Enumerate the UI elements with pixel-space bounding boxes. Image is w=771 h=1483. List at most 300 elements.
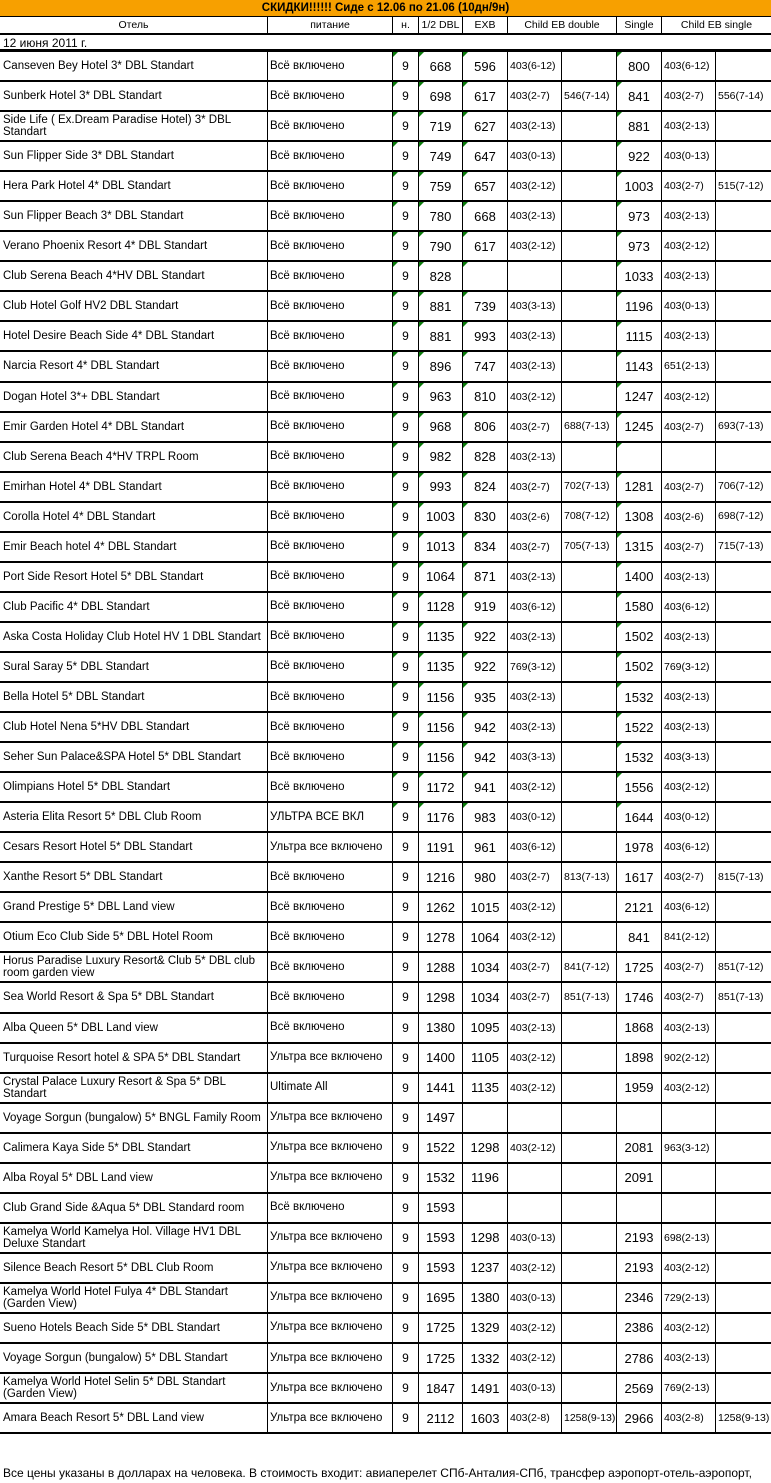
hotel-cell[interactable]: Port Side Resort Hotel 5* DBL Standart <box>0 563 268 591</box>
half-dbl-cell[interactable]: 790 <box>419 232 463 260</box>
child-single-1-cell[interactable]: 403(2-7) <box>662 533 716 561</box>
single-cell[interactable]: 1033 <box>617 262 662 290</box>
meal-cell[interactable]: Всё включено <box>268 773 393 801</box>
meal-cell[interactable]: Всё включено <box>268 863 393 891</box>
meal-cell[interactable]: Всё включено <box>268 593 393 621</box>
single-cell[interactable]: 1522 <box>617 713 662 741</box>
hotel-cell[interactable]: Voyage Sorgun (bungalow) 5* BNGL Family Room <box>0 1104 268 1132</box>
half-dbl-cell[interactable]: 1695 <box>419 1284 463 1312</box>
child-double-1-cell[interactable]: 403(6-12) <box>508 833 562 861</box>
single-cell[interactable]: 973 <box>617 232 662 260</box>
child-double-2-cell[interactable] <box>562 923 617 951</box>
hotel-cell[interactable]: Cesars Resort Hotel 5* DBL Standart <box>0 833 268 861</box>
child-double-1-cell[interactable]: 403(2-13) <box>508 112 562 140</box>
child-single-2-cell[interactable] <box>716 292 771 320</box>
hotel-cell[interactable]: Alba Royal 5* DBL Land view <box>0 1164 268 1192</box>
meal-cell[interactable]: Всё включено <box>268 262 393 290</box>
meal-cell[interactable]: Ультра все включено <box>268 1344 393 1372</box>
exb-cell[interactable]: 1034 <box>463 983 508 1011</box>
nights-cell[interactable]: 9 <box>393 1254 419 1282</box>
single-cell[interactable]: 2786 <box>617 1344 662 1372</box>
child-double-2-cell[interactable] <box>562 563 617 591</box>
child-single-2-cell[interactable] <box>716 893 771 921</box>
nights-cell[interactable]: 9 <box>393 352 419 380</box>
single-cell[interactable]: 1959 <box>617 1074 662 1102</box>
exb-cell[interactable]: 824 <box>463 473 508 501</box>
nights-cell[interactable]: 9 <box>393 563 419 591</box>
exb-cell[interactable]: 1491 <box>463 1374 508 1402</box>
exb-cell[interactable]: 828 <box>463 443 508 471</box>
single-cell[interactable]: 1556 <box>617 773 662 801</box>
child-double-2-cell[interactable] <box>562 292 617 320</box>
child-double-2-cell[interactable] <box>562 1014 617 1042</box>
child-double-1-cell[interactable]: 403(2-12) <box>508 1344 562 1372</box>
single-cell[interactable]: 2091 <box>617 1164 662 1192</box>
child-double-1-cell[interactable]: 403(2-13) <box>508 352 562 380</box>
meal-cell[interactable]: Ультра все включено <box>268 1314 393 1342</box>
exb-cell[interactable]: 942 <box>463 743 508 771</box>
exb-cell[interactable]: 747 <box>463 352 508 380</box>
child-single-2-cell[interactable] <box>716 232 771 260</box>
nights-cell[interactable]: 9 <box>393 893 419 921</box>
child-double-1-cell[interactable]: 403(6-12) <box>508 52 562 80</box>
child-single-1-cell[interactable]: 403(2-13) <box>662 262 716 290</box>
meal-cell[interactable]: Ультра все включено <box>268 1044 393 1072</box>
half-dbl-cell[interactable]: 1064 <box>419 563 463 591</box>
exb-cell[interactable]: 942 <box>463 713 508 741</box>
nights-cell[interactable]: 9 <box>393 953 419 981</box>
child-double-2-cell[interactable] <box>562 1374 617 1402</box>
half-dbl-cell[interactable]: 968 <box>419 413 463 441</box>
child-single-2-cell[interactable] <box>716 773 771 801</box>
meal-cell[interactable]: Всё включено <box>268 202 393 230</box>
meal-cell[interactable]: Ультра все включено <box>268 1374 393 1402</box>
child-double-1-cell[interactable]: 403(2-12) <box>508 1134 562 1162</box>
child-double-1-cell[interactable]: 403(2-12) <box>508 1314 562 1342</box>
meal-cell[interactable]: Всё включено <box>268 322 393 350</box>
hotel-cell[interactable]: Dogan Hotel 3*+ DBL Standart <box>0 383 268 411</box>
child-single-1-cell[interactable]: 403(2-13) <box>662 322 716 350</box>
exb-cell[interactable]: 922 <box>463 653 508 681</box>
half-dbl-cell[interactable]: 896 <box>419 352 463 380</box>
single-cell[interactable]: 1245 <box>617 413 662 441</box>
child-single-2-cell[interactable] <box>716 1134 771 1162</box>
half-dbl-cell[interactable]: 668 <box>419 52 463 80</box>
exb-cell[interactable]: 983 <box>463 803 508 831</box>
hotel-cell[interactable]: Otium Eco Club Side 5* DBL Hotel Room <box>0 923 268 951</box>
child-single-1-cell[interactable]: 403(2-8) <box>662 1404 716 1432</box>
hotel-cell[interactable]: Sunberk Hotel 3* DBL Standart <box>0 82 268 110</box>
meal-cell[interactable]: Ультра все включено <box>268 1224 393 1252</box>
half-dbl-cell[interactable]: 828 <box>419 262 463 290</box>
meal-cell[interactable]: Ультра все включено <box>268 1254 393 1282</box>
child-single-2-cell[interactable] <box>716 322 771 350</box>
half-dbl-cell[interactable]: 1003 <box>419 503 463 531</box>
meal-cell[interactable]: Всё включено <box>268 112 393 140</box>
child-single-2-cell[interactable]: 706(7-12) <box>718 480 764 493</box>
child-double-1-cell[interactable]: 403(6-12) <box>508 593 562 621</box>
nights-cell[interactable]: 9 <box>393 533 419 561</box>
child-double-2-cell[interactable] <box>562 383 617 411</box>
half-dbl-cell[interactable]: 1013 <box>419 533 463 561</box>
child-single-2-cell[interactable] <box>716 1344 771 1372</box>
exb-cell[interactable]: 1095 <box>463 1014 508 1042</box>
child-double-2-cell[interactable] <box>562 322 617 350</box>
child-double-2-cell[interactable] <box>562 773 617 801</box>
child-double-2-cell[interactable] <box>562 1164 617 1192</box>
child-double-1-cell[interactable]: 403(2-7) <box>508 983 562 1011</box>
half-dbl-cell[interactable]: 1191 <box>419 833 463 861</box>
nights-cell[interactable]: 9 <box>393 172 419 200</box>
child-single-1-cell[interactable]: 403(2-12) <box>662 1254 716 1282</box>
child-single-1-cell[interactable]: 651(2-13) <box>662 352 716 380</box>
child-single-1-cell[interactable]: 403(2-7) <box>662 983 716 1011</box>
half-dbl-cell[interactable]: 881 <box>419 292 463 320</box>
child-single-1-cell[interactable]: 403(2-13) <box>662 623 716 651</box>
child-double-1-cell[interactable]: 403(2-13) <box>508 713 562 741</box>
half-dbl-cell[interactable]: 1380 <box>419 1014 463 1042</box>
meal-cell[interactable]: Всё включено <box>268 172 393 200</box>
half-dbl-cell[interactable]: 1522 <box>419 1134 463 1162</box>
half-dbl-cell[interactable]: 2112 <box>419 1404 463 1432</box>
nights-cell[interactable]: 9 <box>393 383 419 411</box>
child-single-1-cell[interactable] <box>662 1104 716 1132</box>
exb-cell[interactable]: 1105 <box>463 1044 508 1072</box>
single-cell[interactable]: 1868 <box>617 1014 662 1042</box>
hotel-cell[interactable]: Sun Flipper Side 3* DBL Standart <box>0 142 268 170</box>
child-double-2-cell[interactable] <box>562 1254 617 1282</box>
half-dbl-cell[interactable]: 1441 <box>419 1074 463 1102</box>
child-double-2-cell[interactable]: 688(7-13) <box>562 413 617 441</box>
child-single-1-cell[interactable] <box>662 1164 716 1192</box>
hotel-cell[interactable]: Club Serena Beach 4*HV TRPL Room <box>0 443 268 471</box>
exb-cell[interactable]: 647 <box>463 142 508 170</box>
nights-cell[interactable]: 9 <box>393 262 419 290</box>
single-cell[interactable]: 2346 <box>617 1284 662 1312</box>
single-cell[interactable]: 1315 <box>617 533 662 561</box>
nights-cell[interactable]: 9 <box>393 1374 419 1402</box>
single-cell[interactable]: 841 <box>617 923 662 951</box>
single-cell[interactable]: 1247 <box>617 383 662 411</box>
child-single-2-cell[interactable] <box>716 803 771 831</box>
exb-cell[interactable]: 739 <box>463 292 508 320</box>
exb-cell[interactable]: 1380 <box>463 1284 508 1312</box>
half-dbl-cell[interactable]: 1176 <box>419 803 463 831</box>
hotel-cell[interactable]: Kamelya World Hotel Selin 5* DBL Standart (Garden View) <box>0 1374 268 1402</box>
hotel-cell[interactable]: Seher Sun Palace&SPA Hotel 5* DBL Standart <box>0 743 268 771</box>
meal-cell[interactable]: УЛЬТРА ВСЕ ВКЛ <box>268 803 393 831</box>
child-single-1-cell[interactable] <box>662 443 716 471</box>
child-double-1-cell[interactable]: 403(2-7) <box>508 863 562 891</box>
child-double-1-cell[interactable]: 403(2-13) <box>508 443 562 471</box>
child-double-1-cell[interactable]: 403(2-13) <box>508 202 562 230</box>
half-dbl-cell[interactable]: 1288 <box>419 953 463 981</box>
hotel-cell[interactable]: Voyage Sorgun (bungalow) 5* DBL Standart <box>0 1344 268 1372</box>
hotel-cell[interactable]: Hotel Desire Beach Side 4* DBL Standart <box>0 322 268 350</box>
single-cell[interactable]: 1580 <box>617 593 662 621</box>
nights-cell[interactable]: 9 <box>393 52 419 80</box>
hotel-cell[interactable]: Kamelya World Hotel Fulya 4* DBL Standart (Garden View) <box>0 1284 268 1312</box>
meal-cell[interactable]: Ultimate All <box>268 1074 393 1102</box>
child-double-2-cell[interactable] <box>562 142 617 170</box>
child-single-2-cell[interactable]: 698(7-12) <box>718 510 764 523</box>
nights-cell[interactable]: 9 <box>393 863 419 891</box>
single-cell[interactable]: 1898 <box>617 1044 662 1072</box>
half-dbl-cell[interactable]: 1278 <box>419 923 463 951</box>
nights-cell[interactable]: 9 <box>393 1194 419 1222</box>
meal-cell[interactable]: Ультра все включено <box>268 1284 393 1312</box>
meal-cell[interactable]: Всё включено <box>268 142 393 170</box>
nights-cell[interactable]: 9 <box>393 322 419 350</box>
hotel-cell[interactable]: Narcia Resort 4* DBL Standart <box>0 352 268 380</box>
hotel-cell[interactable]: Aska Costa Holiday Club Hotel HV 1 DBL Standart <box>0 623 268 651</box>
child-double-2-cell[interactable]: 702(7-13) <box>562 473 617 501</box>
hotel-cell[interactable]: Turquoise Resort hotel & SPA 5* DBL Standart <box>0 1044 268 1072</box>
hotel-cell[interactable]: Crystal Palace Luxury Resort & Spa 5* DBL Standart <box>0 1074 268 1102</box>
child-double-1-cell[interactable]: 403(3-13) <box>508 292 562 320</box>
child-double-2-cell[interactable] <box>562 1284 617 1312</box>
child-single-1-cell[interactable]: 403(0-12) <box>662 803 716 831</box>
nights-cell[interactable]: 9 <box>393 743 419 771</box>
child-single-2-cell[interactable] <box>716 383 771 411</box>
child-double-1-cell[interactable]: 403(2-6) <box>508 503 562 531</box>
exb-cell[interactable]: 1034 <box>463 953 508 981</box>
child-single-1-cell[interactable]: 403(2-13) <box>662 1014 716 1042</box>
child-single-2-cell[interactable] <box>716 1374 771 1402</box>
child-double-2-cell[interactable] <box>562 1104 617 1132</box>
half-dbl-cell[interactable]: 1847 <box>419 1374 463 1402</box>
child-double-1-cell[interactable] <box>508 1194 562 1222</box>
nights-cell[interactable]: 9 <box>393 503 419 531</box>
meal-cell[interactable]: Всё включено <box>268 893 393 921</box>
single-cell[interactable]: 1143 <box>617 352 662 380</box>
child-single-2-cell[interactable]: 851(7-13) <box>718 990 764 1003</box>
exb-cell[interactable]: 834 <box>463 533 508 561</box>
child-double-2-cell[interactable]: 813(7-13) <box>562 863 617 891</box>
child-single-1-cell[interactable]: 403(2-13) <box>662 683 716 711</box>
child-double-1-cell[interactable]: 403(0-13) <box>508 1284 562 1312</box>
child-double-2-cell[interactable]: 1258(9-13) <box>562 1404 617 1432</box>
child-double-1-cell[interactable]: 769(3-12) <box>508 653 562 681</box>
child-single-1-cell[interactable]: 841(2-12) <box>662 923 716 951</box>
meal-cell[interactable]: Ультра все включено <box>268 1164 393 1192</box>
child-double-1-cell[interactable]: 403(2-8) <box>508 1404 562 1432</box>
child-double-2-cell[interactable]: 705(7-13) <box>562 533 617 561</box>
child-double-1-cell[interactable] <box>508 262 562 290</box>
nights-cell[interactable]: 9 <box>393 443 419 471</box>
child-single-2-cell[interactable] <box>716 1014 771 1042</box>
exb-cell[interactable]: 935 <box>463 683 508 711</box>
child-double-2-cell[interactable]: 841(7-12) <box>562 953 617 981</box>
child-double-2-cell[interactable] <box>562 262 617 290</box>
child-double-1-cell[interactable]: 403(2-13) <box>508 623 562 651</box>
child-single-1-cell[interactable]: 769(3-12) <box>662 653 716 681</box>
child-single-1-cell[interactable]: 769(2-13) <box>662 1374 716 1402</box>
nights-cell[interactable]: 9 <box>393 683 419 711</box>
child-single-1-cell[interactable]: 403(2-13) <box>662 112 716 140</box>
nights-cell[interactable]: 9 <box>393 803 419 831</box>
child-single-2-cell[interactable] <box>716 352 771 380</box>
nights-cell[interactable]: 9 <box>393 1314 419 1342</box>
hotel-cell[interactable]: Silence Beach Resort 5* DBL Club Room <box>0 1254 268 1282</box>
hotel-cell[interactable]: Amara Beach Resort 5* DBL Land view <box>0 1404 268 1432</box>
nights-cell[interactable]: 9 <box>393 1224 419 1252</box>
nights-cell[interactable]: 9 <box>393 1044 419 1072</box>
child-double-2-cell[interactable] <box>562 172 617 200</box>
exb-cell[interactable]: 627 <box>463 112 508 140</box>
hotel-cell[interactable]: Emir Garden Hotel 4* DBL Standart <box>0 413 268 441</box>
child-double-1-cell[interactable]: 403(2-7) <box>508 473 562 501</box>
meal-cell[interactable]: Всё включено <box>268 383 393 411</box>
exb-cell[interactable]: 1196 <box>463 1164 508 1192</box>
half-dbl-cell[interactable]: 1400 <box>419 1044 463 1072</box>
nights-cell[interactable]: 9 <box>393 112 419 140</box>
half-dbl-cell[interactable]: 1128 <box>419 593 463 621</box>
nights-cell[interactable]: 9 <box>393 713 419 741</box>
child-single-1-cell[interactable]: 403(2-13) <box>662 713 716 741</box>
meal-cell[interactable]: Ультра все включено <box>268 833 393 861</box>
nights-cell[interactable]: 9 <box>393 1104 419 1132</box>
single-cell[interactable]: 800 <box>617 52 662 80</box>
hotel-cell[interactable]: Emirhan Hotel 4* DBL Standart <box>0 473 268 501</box>
single-cell[interactable]: 2569 <box>617 1374 662 1402</box>
child-single-2-cell[interactable] <box>716 833 771 861</box>
child-single-1-cell[interactable]: 403(2-7) <box>662 413 716 441</box>
hotel-cell[interactable]: Club Hotel Golf HV2 DBL Standart <box>0 292 268 320</box>
half-dbl-cell[interactable]: 1593 <box>419 1194 463 1222</box>
exb-cell[interactable]: 993 <box>463 322 508 350</box>
child-single-2-cell[interactable]: 556(7-14) <box>718 89 764 102</box>
single-cell[interactable]: 1644 <box>617 803 662 831</box>
child-double-1-cell[interactable]: 403(2-7) <box>508 953 562 981</box>
nights-cell[interactable]: 9 <box>393 292 419 320</box>
hotel-cell[interactable]: Asteria Elita Resort 5* DBL Club Room <box>0 803 268 831</box>
child-double-1-cell[interactable]: 403(2-13) <box>508 1014 562 1042</box>
half-dbl-cell[interactable]: 1262 <box>419 893 463 921</box>
meal-cell[interactable]: Всё включено <box>268 713 393 741</box>
child-single-2-cell[interactable] <box>716 1044 771 1072</box>
exb-cell[interactable] <box>463 262 508 290</box>
child-double-2-cell[interactable] <box>562 1074 617 1102</box>
child-single-2-cell[interactable] <box>716 1254 771 1282</box>
child-single-2-cell[interactable] <box>716 52 771 80</box>
exb-cell[interactable]: 668 <box>463 202 508 230</box>
nights-cell[interactable]: 9 <box>393 232 419 260</box>
hotel-cell[interactable]: Olimpians Hotel 5* DBL Standart <box>0 773 268 801</box>
half-dbl-cell[interactable]: 1532 <box>419 1164 463 1192</box>
child-single-2-cell[interactable] <box>716 623 771 651</box>
nights-cell[interactable]: 9 <box>393 473 419 501</box>
child-double-2-cell[interactable]: 708(7-12) <box>562 503 617 531</box>
child-double-2-cell[interactable] <box>562 112 617 140</box>
single-cell[interactable]: 2193 <box>617 1254 662 1282</box>
meal-cell[interactable]: Всё включено <box>268 533 393 561</box>
child-single-2-cell[interactable] <box>716 1074 771 1102</box>
half-dbl-cell[interactable]: 719 <box>419 112 463 140</box>
child-single-1-cell[interactable]: 403(6-12) <box>662 52 716 80</box>
nights-cell[interactable]: 9 <box>393 593 419 621</box>
hotel-cell[interactable]: Canseven Bey Hotel 3* DBL Standart <box>0 52 268 80</box>
single-cell[interactable]: 973 <box>617 202 662 230</box>
child-double-1-cell[interactable]: 403(2-12) <box>508 383 562 411</box>
single-cell[interactable]: 841 <box>617 82 662 110</box>
single-cell[interactable] <box>617 1104 662 1132</box>
single-cell[interactable]: 1115 <box>617 322 662 350</box>
child-single-1-cell[interactable]: 698(2-13) <box>662 1224 716 1252</box>
half-dbl-cell[interactable]: 993 <box>419 473 463 501</box>
child-double-1-cell[interactable]: 403(2-7) <box>508 533 562 561</box>
child-double-2-cell[interactable]: 851(7-13) <box>562 983 617 1011</box>
child-double-1-cell[interactable]: 403(2-12) <box>508 923 562 951</box>
child-double-1-cell[interactable]: 403(3-13) <box>508 743 562 771</box>
half-dbl-cell[interactable]: 749 <box>419 142 463 170</box>
single-cell[interactable]: 881 <box>617 112 662 140</box>
single-cell[interactable]: 2193 <box>617 1224 662 1252</box>
child-double-2-cell[interactable] <box>562 593 617 621</box>
child-double-2-cell[interactable] <box>562 443 617 471</box>
child-double-1-cell[interactable]: 403(2-7) <box>508 82 562 110</box>
child-double-1-cell[interactable]: 403(0-13) <box>508 142 562 170</box>
child-double-2-cell[interactable] <box>562 1314 617 1342</box>
child-double-2-cell[interactable] <box>562 893 617 921</box>
hotel-cell[interactable]: Club Grand Side &Aqua 5* DBL Standard room <box>0 1194 268 1222</box>
exb-cell[interactable]: 961 <box>463 833 508 861</box>
hotel-cell[interactable]: Sueno Hotels Beach Side 5* DBL Standart <box>0 1314 268 1342</box>
hotel-cell[interactable]: Club Pacific 4* DBL Standart <box>0 593 268 621</box>
child-single-1-cell[interactable]: 963(3-12) <box>662 1134 716 1162</box>
half-dbl-cell[interactable]: 698 <box>419 82 463 110</box>
nights-cell[interactable]: 9 <box>393 202 419 230</box>
meal-cell[interactable]: Всё включено <box>268 52 393 80</box>
exb-cell[interactable]: 980 <box>463 863 508 891</box>
hotel-cell[interactable]: Kamelya World Kamelya Hol. Village HV1 DBL Deluxe Standart <box>0 1224 268 1252</box>
meal-cell[interactable]: Всё включено <box>268 953 393 981</box>
exb-cell[interactable]: 1237 <box>463 1254 508 1282</box>
child-single-1-cell[interactable]: 729(2-13) <box>662 1284 716 1312</box>
meal-cell[interactable]: Всё включено <box>268 563 393 591</box>
child-double-1-cell[interactable]: 403(2-13) <box>508 683 562 711</box>
exb-cell[interactable]: 806 <box>463 413 508 441</box>
child-single-2-cell[interactable] <box>716 563 771 591</box>
child-double-1-cell[interactable]: 403(2-12) <box>508 773 562 801</box>
hotel-cell[interactable]: Emir Beach hotel 4* DBL Standart <box>0 533 268 561</box>
nights-cell[interactable]: 9 <box>393 773 419 801</box>
half-dbl-cell[interactable]: 1135 <box>419 653 463 681</box>
child-single-1-cell[interactable]: 403(2-12) <box>662 773 716 801</box>
child-single-2-cell[interactable] <box>716 653 771 681</box>
child-single-2-cell[interactable] <box>716 923 771 951</box>
child-double-2-cell[interactable] <box>562 352 617 380</box>
child-single-2-cell[interactable] <box>716 112 771 140</box>
child-double-2-cell[interactable] <box>562 653 617 681</box>
child-double-2-cell[interactable] <box>562 202 617 230</box>
nights-cell[interactable]: 9 <box>393 1014 419 1042</box>
child-single-2-cell[interactable] <box>716 443 771 471</box>
child-double-1-cell[interactable] <box>508 1164 562 1192</box>
hotel-cell[interactable]: Hera Park Hotel 4* DBL Standart <box>0 172 268 200</box>
half-dbl-cell[interactable]: 1725 <box>419 1314 463 1342</box>
half-dbl-cell[interactable]: 1156 <box>419 683 463 711</box>
half-dbl-cell[interactable]: 1725 <box>419 1344 463 1372</box>
child-single-2-cell[interactable] <box>716 1194 771 1222</box>
child-double-1-cell[interactable]: 403(2-12) <box>508 1254 562 1282</box>
single-cell[interactable]: 1281 <box>617 473 662 501</box>
hotel-cell[interactable]: Club Serena Beach 4*HV DBL Standart <box>0 262 268 290</box>
single-cell[interactable]: 1502 <box>617 653 662 681</box>
meal-cell[interactable]: Ультра все включено <box>268 1134 393 1162</box>
child-single-2-cell[interactable] <box>716 593 771 621</box>
half-dbl-cell[interactable]: 1156 <box>419 713 463 741</box>
